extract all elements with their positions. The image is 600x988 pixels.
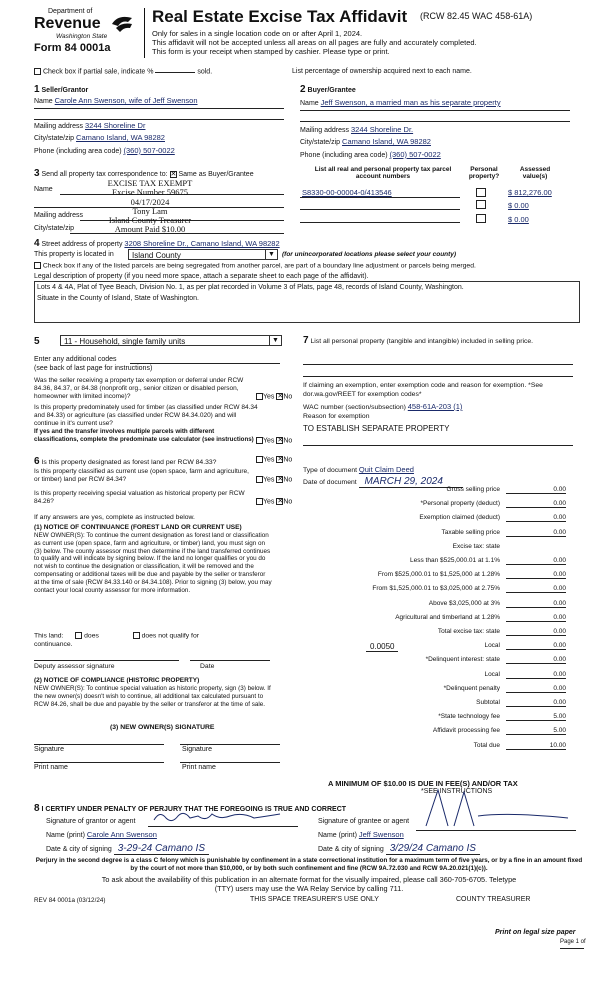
q-exemption: Was the seller receiving a property tax exemption or deferral under RCW 84.36, 84.37, or 84.38 (nonprofit org., senior citizen or disabled person, homeowner with limited income)? bbox=[34, 377, 244, 400]
tax-row-value[interactable]: 0.00 bbox=[506, 557, 566, 565]
owner-sig-heading: (3) NEW OWNER(S) SIGNATURE bbox=[110, 724, 215, 731]
q-historic: Is this property receiving special valuation as historical property per RCW 84.26? bbox=[34, 490, 245, 505]
tax-row-value[interactable]: 0.00 bbox=[506, 571, 566, 579]
seller-city-row: City/state/zip Camano Island, WA 98282 bbox=[34, 133, 165, 142]
partial-sale-checkbox[interactable] bbox=[34, 68, 41, 75]
tax-row bbox=[300, 628, 570, 638]
yes-checkbox[interactable] bbox=[256, 498, 263, 505]
deputy-sig-label: Deputy assessor signature bbox=[34, 663, 115, 670]
tax-row-value[interactable]: 5.00 bbox=[506, 727, 566, 735]
segregation-checkbox[interactable] bbox=[34, 262, 41, 269]
owner-print-label: Print name bbox=[182, 764, 216, 771]
yes-checkbox[interactable] bbox=[256, 476, 263, 483]
seller-mail-row: Mailing address 3244 Shoreline Dr bbox=[34, 121, 146, 130]
seller-phone-field[interactable]: (360) 507-0022 bbox=[123, 146, 175, 155]
grantor-name-row: Name (print) Carole Ann Swenson bbox=[46, 830, 157, 839]
tax-row-value[interactable]: 5.00 bbox=[506, 713, 566, 721]
tax-row bbox=[300, 600, 570, 610]
minimum-note: A MINIMUM OF $10.00 IS DUE IN FEE(S) AND/OR TAX bbox=[328, 779, 518, 788]
corr-name-label: Name bbox=[34, 186, 53, 193]
tax-row-value[interactable]: 0.00 bbox=[506, 500, 566, 508]
tax-row-value[interactable]: 0.00 bbox=[506, 529, 566, 537]
alt-format-note: To ask about the availability of this publication in an alternate format for the visually impaired, please call 360-705-6705. Teletype (TTY) users may use the WA Relay Service by calling 711. bbox=[101, 875, 517, 893]
assessed-col-header: Assessed value(s) bbox=[519, 166, 551, 180]
tax-row bbox=[300, 671, 570, 681]
doc-type-row: Type of document Quit Claim Deed bbox=[303, 465, 414, 474]
grantee-name-field[interactable]: Jeff Swenson bbox=[358, 830, 404, 839]
buyer-name-field[interactable]: Jeff Swenson, a married man as his separate property bbox=[320, 98, 501, 107]
tax-row-label: Exemption claimed (deduct) bbox=[419, 514, 500, 522]
q-timber: Is this property predominately used for timber (as classified under RCW 84.34 and 84.33) or agriculture (as classified under RCW 84.34.020) and will continue in it's current use? bbox=[34, 404, 258, 427]
partial-sale-row: Check box if partial sale, indicate % sold. bbox=[34, 68, 212, 75]
owner-signature-label: Signature bbox=[182, 746, 212, 753]
doc-type-field[interactable]: Quit Claim Deed bbox=[358, 465, 414, 474]
legal-label: Legal description of property (if you need more space, attach a separate sheet to each page of the affidavit). bbox=[34, 273, 369, 280]
agency-logo bbox=[34, 4, 142, 64]
agency-sub: Washington State bbox=[56, 33, 108, 40]
header-line1: Only for sales in a single location code on or after April 1, 2024. bbox=[152, 29, 363, 38]
tax-row bbox=[300, 514, 570, 524]
tax-row-label: Above $3,025,000 at 3% bbox=[428, 599, 500, 607]
tax-row-label: Total due bbox=[473, 741, 500, 749]
q-historic-answer: Yes ✕ No bbox=[256, 498, 292, 505]
rcw-ref: (RCW 82.45 WAC 458-61A) bbox=[420, 11, 533, 21]
tax-row bbox=[300, 500, 570, 510]
parcel-number-field[interactable]: S8330-00-00004-0/413546 bbox=[302, 188, 392, 197]
reason-field[interactable]: TO ESTABLISH SEPARATE PROPERTY bbox=[303, 424, 450, 433]
form-number: Form 84 0001a bbox=[34, 42, 111, 54]
q-timber-note: If yes and the transfer involves multiple parcels with different classifications, complete the predominate use calculator (see instructions) bbox=[34, 428, 254, 443]
tax-row bbox=[300, 699, 570, 709]
tax-row-value[interactable]: 0.00 bbox=[506, 514, 566, 522]
corr-city-label: City/state/zip bbox=[34, 225, 75, 232]
personal-property-checkbox[interactable] bbox=[476, 214, 486, 223]
tax-row-label: Affidavit processing fee bbox=[432, 727, 500, 735]
does-qualify-checkbox[interactable] bbox=[75, 632, 82, 639]
answers-note: If any answers are yes, complete as instructed below. bbox=[34, 514, 195, 521]
wac-row: WAC number (section/subsection) 458-61A-203 (1) bbox=[303, 402, 463, 411]
tax-row-value[interactable]: 0.00 bbox=[506, 628, 566, 636]
legal-line-1: Lots 4 & 4A, Plat of Tyee Beach, Division No. 1, as per plat recorded in Volume 3 of Plats, page 48, records of Island County, Washington. bbox=[37, 284, 464, 291]
q-current-use-answer: Yes ✕ No bbox=[256, 476, 292, 483]
reason-label: Reason for exemption bbox=[303, 413, 370, 420]
chevron-down-icon: ▼ bbox=[269, 336, 281, 345]
buyer-heading: 2 Buyer/Grantee bbox=[300, 84, 356, 95]
legal-line-2: Situate in the County of Island, State of Washington. bbox=[37, 295, 200, 302]
assessed-value-field[interactable]: $ 0.00 bbox=[508, 215, 529, 224]
tax-row-label: From $525,000.01 to $1,525,000 at 1.28% bbox=[377, 571, 500, 579]
seller-name-field[interactable]: Carole Ann Swenson, wife of Jeff Swenson bbox=[54, 96, 198, 105]
tax-row-value[interactable]: 0.00 bbox=[506, 656, 566, 664]
does-not-qualify-checkbox[interactable] bbox=[133, 632, 140, 639]
personal-property-checkbox[interactable] bbox=[476, 200, 486, 209]
street-address-field[interactable]: 3208 Shoreline Dr., Camano Island, WA 98282 bbox=[124, 239, 280, 248]
seller-heading: 1 Seller/Grantor bbox=[34, 84, 89, 95]
grantor-sig-row: Signature of grantor or agent bbox=[46, 818, 136, 825]
seller-phone-row: Phone (including area code) (360) 507-0022 bbox=[34, 146, 175, 155]
this-land-row: This land: does does not qualify for bbox=[34, 632, 199, 640]
tax-row-value[interactable]: 0.00 bbox=[506, 486, 566, 494]
exemption-note: If claiming an exemption, enter exemption code and reason for exemption. *See dor.wa.gov/REET for exemption codes* bbox=[303, 382, 543, 398]
deputy-date-label: Date bbox=[200, 663, 215, 670]
tax-row-label: *Personal property (deduct) bbox=[420, 500, 500, 508]
see-back-label: (see back of last page for instructions) bbox=[34, 365, 153, 372]
segregation-row: Check box if any of the listed parcels are being segregated from another parcel, are part of a boundary line adjustment or parcels being merged. bbox=[34, 262, 476, 269]
tax-row-value[interactable]: 10.00 bbox=[506, 742, 566, 750]
q-timber-answer: Yes ✕ No bbox=[256, 437, 292, 444]
yes-checkbox[interactable] bbox=[256, 456, 263, 463]
grantee-sig-row: Signature of grantee or agent bbox=[318, 818, 410, 825]
grantee-signature[interactable] bbox=[418, 786, 578, 830]
assessed-value-field[interactable]: $ 0.00 bbox=[508, 201, 529, 210]
tax-row-label: *Delinquent interest: state bbox=[425, 656, 500, 664]
personal-property-checkbox[interactable] bbox=[476, 188, 486, 197]
land-use-select[interactable]: 11 - Household, single family units ▼ bbox=[60, 335, 282, 346]
county-select[interactable]: Island County ▼ bbox=[128, 249, 278, 260]
chevron-down-icon: ▼ bbox=[265, 250, 277, 259]
grantor-signature[interactable] bbox=[150, 808, 300, 826]
tax-row-value[interactable]: 0.00 bbox=[506, 614, 566, 622]
personal-col-header: Personal property? bbox=[468, 166, 500, 180]
buyer-city-row: City/state/zip Camano Island, WA 98282 bbox=[300, 137, 431, 146]
assessed-value-field[interactable]: $ 812,276.00 bbox=[508, 188, 552, 197]
tax-row-label: Total excise tax: state bbox=[437, 628, 500, 635]
buyer-mail-field[interactable]: 3244 Shoreline Dr. bbox=[350, 125, 414, 134]
wa-logo-icon bbox=[110, 14, 134, 34]
tax-row bbox=[300, 585, 570, 595]
parcel-col-header: List all real and personal property tax parcel account numbers bbox=[314, 166, 452, 180]
seller-city-field[interactable]: Camano Island, WA 98282 bbox=[76, 133, 165, 142]
q-forest-answer: Yes ✕ No bbox=[256, 456, 292, 463]
buyer-phone-field[interactable]: (360) 507-0022 bbox=[389, 150, 441, 159]
agency-top: Department of bbox=[48, 8, 93, 15]
rev-number: REV 84 0001a (03/12/24) bbox=[34, 897, 106, 904]
tax-row bbox=[300, 543, 570, 553]
notice1-title: (1) NOTICE OF CONTINUANCE (FOREST LAND OR CURRENT USE) bbox=[34, 524, 242, 531]
treasurer-use: THIS SPACE TREASURER'S USE ONLY bbox=[250, 896, 379, 903]
seller-mail-field[interactable]: 3244 Shoreline Dr bbox=[84, 121, 146, 130]
tax-row bbox=[300, 656, 570, 666]
q-exemption-answer: Yes ✕ No bbox=[256, 393, 292, 400]
buyer-phone-row: Phone (including area code) (360) 507-0022 bbox=[300, 150, 441, 159]
continuance-label: continuance. bbox=[34, 641, 73, 648]
tax-row bbox=[300, 529, 570, 539]
local-rate-field[interactable]: 0.0050 bbox=[366, 642, 398, 652]
page-number: Page 1 of bbox=[560, 939, 586, 945]
buyer-mail-row: Mailing address 3244 Shoreline Dr. bbox=[300, 125, 414, 134]
buyer-name-row: Name Jeff Swenson, a married man as his separate property bbox=[300, 98, 501, 107]
tax-row-value[interactable]: 0.00 bbox=[506, 671, 566, 679]
yes-checkbox[interactable] bbox=[256, 437, 263, 444]
tax-row-label: Excise tax: state bbox=[452, 542, 500, 550]
header-line2: This affidavit will not be accepted unless all areas on all pages are fully and accurately completed. bbox=[152, 38, 477, 47]
certify-heading: 8 I CERTIFY UNDER PENALTY OF PERJURY THAT THE FOREGOING IS TRUE AND CORRECT bbox=[34, 803, 347, 814]
grantee-date-field[interactable]: 3/29/24 Camano IS bbox=[386, 843, 480, 855]
doc-date-row: Date of document MARCH 29, 2024 bbox=[303, 476, 463, 487]
legal-description-box[interactable] bbox=[34, 281, 580, 323]
tax-row bbox=[300, 571, 570, 581]
section5-num: 5 bbox=[34, 336, 40, 347]
tax-row-value[interactable]: 0.00 bbox=[506, 585, 566, 593]
tax-row bbox=[300, 713, 570, 723]
grantee-date-row: Date & city of signing 3/29/24 Camano IS bbox=[318, 843, 480, 854]
page-title: Real Estate Excise Tax Affidavit bbox=[152, 7, 408, 26]
header-line3: This form is your receipt when stamped by cashier. Please type or print. bbox=[152, 47, 390, 56]
ownership-note: List percentage of ownership acquired next to each name. bbox=[292, 68, 472, 75]
add-codes-label: Enter any additional codes bbox=[34, 356, 117, 363]
tax-row bbox=[300, 742, 570, 752]
owner-signature-label: Signature bbox=[34, 746, 64, 753]
tax-row-label: Taxable selling price bbox=[441, 528, 500, 536]
tax-row-label: Less than $525,000.01 at 1.1% bbox=[410, 557, 500, 564]
tax-row bbox=[300, 642, 570, 652]
tax-row bbox=[300, 557, 570, 567]
tax-row-value[interactable]: 0.00 bbox=[506, 600, 566, 608]
tax-row bbox=[300, 685, 570, 695]
legal-size-note: Print on legal size paper bbox=[495, 929, 576, 936]
same-as-buyer-checkbox[interactable] bbox=[170, 171, 177, 178]
yes-checkbox[interactable] bbox=[256, 393, 263, 400]
county-treasurer: COUNTY TREASURER bbox=[456, 896, 531, 903]
notice2-text: NEW OWNER(S): To continue special valuation as historic property, sign (3) below. If the new owner(s) doesn't wish to continue, all additional tax calculated pursuant to RCW 84.26, shall be due and payable by the seller or transferor at the time of sale. bbox=[34, 685, 271, 708]
q-forest: 6 Is this property designated as forest land per RCW 84.33? bbox=[34, 456, 217, 467]
doc-date-field[interactable]: MARCH 29, 2024 bbox=[359, 476, 463, 488]
correspondence-heading: 3 Send all property tax correspondence to: ✕ Same as Buyer/Grantee bbox=[34, 168, 254, 179]
see-instructions: *SEE INSTRUCTIONS bbox=[421, 788, 493, 795]
grantor-date-row: Date & city of signing 3-29-24 Camano IS bbox=[46, 843, 209, 854]
tax-row-label: *Delinquent penalty bbox=[443, 684, 500, 692]
tax-row-value[interactable]: 0.00 bbox=[506, 685, 566, 693]
perjury-notice: Perjury in the second degree is a class C felony which is punishable by confinement in a state correctional institution for a maximum term of five years, or by a fine in an amount fixed by the court of not more than $10,000, or by both such confinement and fine (RCW 9A.72.030 and RCW 9A.20.021(1)(c)). bbox=[35, 857, 583, 872]
notice1-text: NEW OWNER(S): To continue the current designation as forest land or classification as current use (open space, farm and agriculture, or timber) land, you must sign on (3) below. The county assessor must then determine if the land transferred continues to qualify and will indicate by signing below. If the land no longer qualifies or you do not wish to continue the designation or classification, it will be removed and the compensating or additional taxes will be due and payable by the seller or transferor at the time of sale (RCW 84.33.140 or 84.34.108). Prior to signing (3) below, you may contact your local county assessor for more information. bbox=[34, 532, 272, 594]
agency-name: Revenue bbox=[34, 15, 101, 32]
tax-row-label: Gross selling price bbox=[446, 486, 500, 493]
seller-name-row: Name Carole Ann Swenson, wife of Jeff Swenson bbox=[34, 96, 198, 105]
header-divider bbox=[144, 8, 145, 58]
buyer-city-field[interactable]: Camano Island, WA 98282 bbox=[342, 137, 431, 146]
owner-print-label: Print name bbox=[34, 764, 68, 771]
tax-row-label: Subtotal bbox=[476, 699, 500, 706]
corr-mail-label: Mailing address bbox=[34, 212, 84, 219]
grantor-name-field[interactable]: Carole Ann Swenson bbox=[86, 830, 157, 839]
grantor-date-field[interactable]: 3-29-24 Camano IS bbox=[114, 843, 209, 855]
tax-row-label: Agricultural and timberland at 1.28% bbox=[395, 613, 500, 621]
street-row: 4 Street address of property 3208 Shoreline Dr., Camano Island, WA 98282 bbox=[34, 238, 280, 249]
unincorp-note: (for unincorporated locations please select your county) bbox=[282, 251, 457, 258]
grantee-name-row: Name (print) Jeff Swenson bbox=[318, 830, 404, 839]
tax-row-value[interactable]: 0.00 bbox=[506, 642, 566, 650]
notice2-title: (2) NOTICE OF COMPLIANCE (HISTORIC PROPERTY) bbox=[34, 677, 200, 684]
wac-field[interactable]: 458-61A-203 (1) bbox=[407, 402, 463, 411]
q-current-use: Is this property classified as current use (open space, farm and agriculture, or timber) land per RCW 84.34? bbox=[34, 468, 249, 483]
tax-row bbox=[300, 614, 570, 624]
section7-heading: 7 List all personal property (tangible and intangible) included in selling price. bbox=[303, 335, 534, 346]
tax-row-value[interactable]: 0.00 bbox=[506, 699, 566, 707]
tax-row-label: From $1,525,000.01 to $3,025,000 at 2.75% bbox=[372, 585, 500, 593]
tax-row-label: Local bbox=[484, 670, 500, 678]
tax-row bbox=[300, 727, 570, 737]
tax-row-label: *State technology fee bbox=[438, 713, 500, 721]
tax-row-label: Local bbox=[484, 642, 500, 650]
located-label: This property is located in bbox=[34, 251, 114, 258]
tax-row bbox=[300, 486, 570, 496]
